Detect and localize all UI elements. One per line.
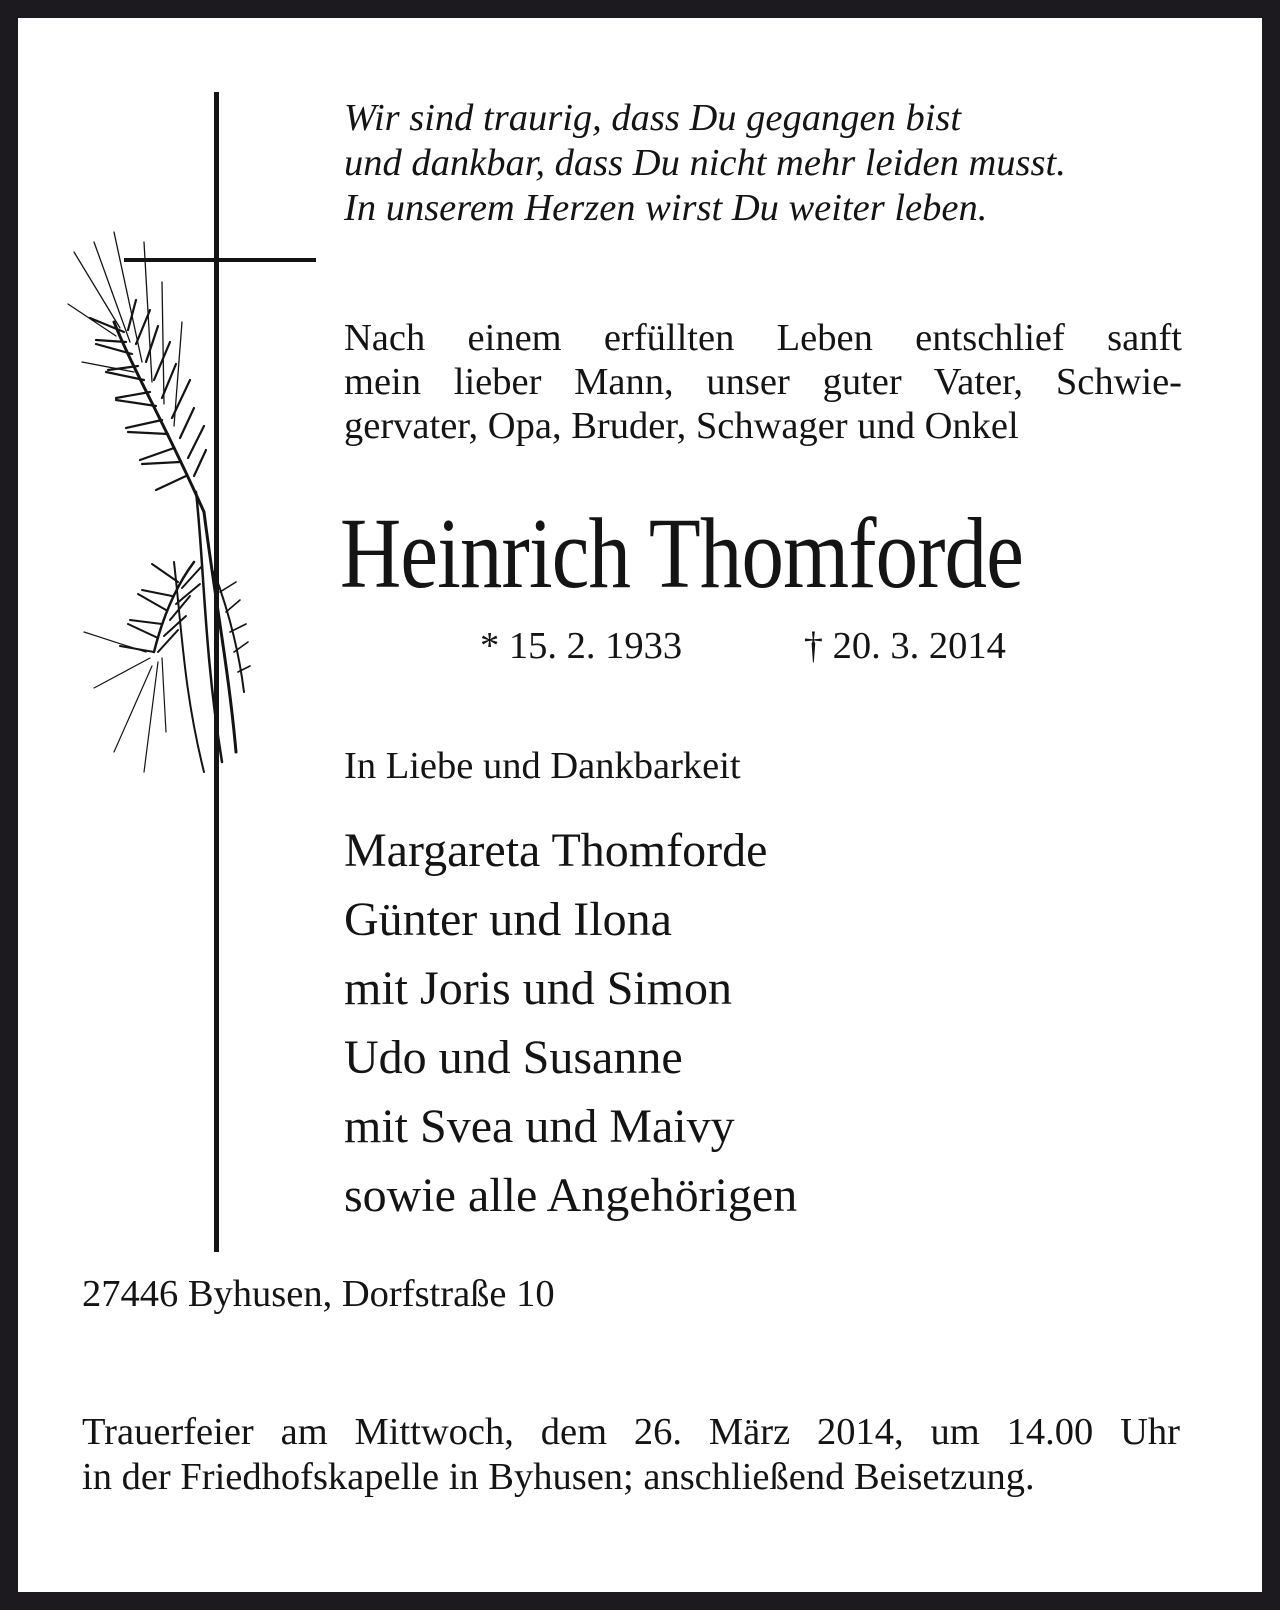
ceremony-info [82,1410,1180,1500]
mourner-name: Udo und Susanne [344,1031,683,1084]
poem-line: Wir sind traurig, dass Du gegangen bist [344,97,962,139]
deceased-name: Heinrich Thomforde [340,497,1024,609]
intro-line: Nach einem erfüllten Leben entschlief sanft [344,317,1182,359]
mourner-name: Margareta Thomforde [344,824,768,877]
intro-line: mein lieber Mann, unser guter Vater, Schwie- [344,361,1182,403]
death-date: † 20. 3. 2014 [803,625,1006,667]
poem-line: In unserem Herzen wirst Du weiter leben. [344,187,988,229]
birth-date: * 15. 2. 1933 [480,625,683,667]
mourner-name: sowie alle Angehörigen [344,1169,798,1222]
poem [344,96,1204,231]
intro-line: gervater, Opa, Bruder, Schwager und Onkel [344,405,1019,447]
mourner-name: mit Joris und Simon [344,962,733,1015]
mourners-heading: In Liebe und Dankbarkeit [344,745,741,787]
ceremony-line: Trauerfeier am Mittwoch, dem 26. März 2014, um 14.00 Uhr [82,1411,1180,1453]
ceremony-line: in der Friedhofskapelle in Byhusen; anschließend Beisetzung. [82,1456,1035,1498]
cross-with-wheat-emblem [54,92,316,1252]
intro-text [344,316,1182,448]
mourner-name: Günter und Ilona [344,893,672,946]
family-address: 27446 Byhusen, Dorfstraße 10 [82,1273,555,1315]
poem-line: und dankbar, dass Du nicht mehr leiden musst. [344,142,1066,184]
mourner-name: mit Svea und Maivy [344,1100,735,1153]
wheat-ears-icon [68,232,250,772]
cross-icon [124,92,316,1252]
obituary-notice [18,18,1262,1592]
mourners-list [344,816,797,1230]
life-dates [480,624,1006,668]
